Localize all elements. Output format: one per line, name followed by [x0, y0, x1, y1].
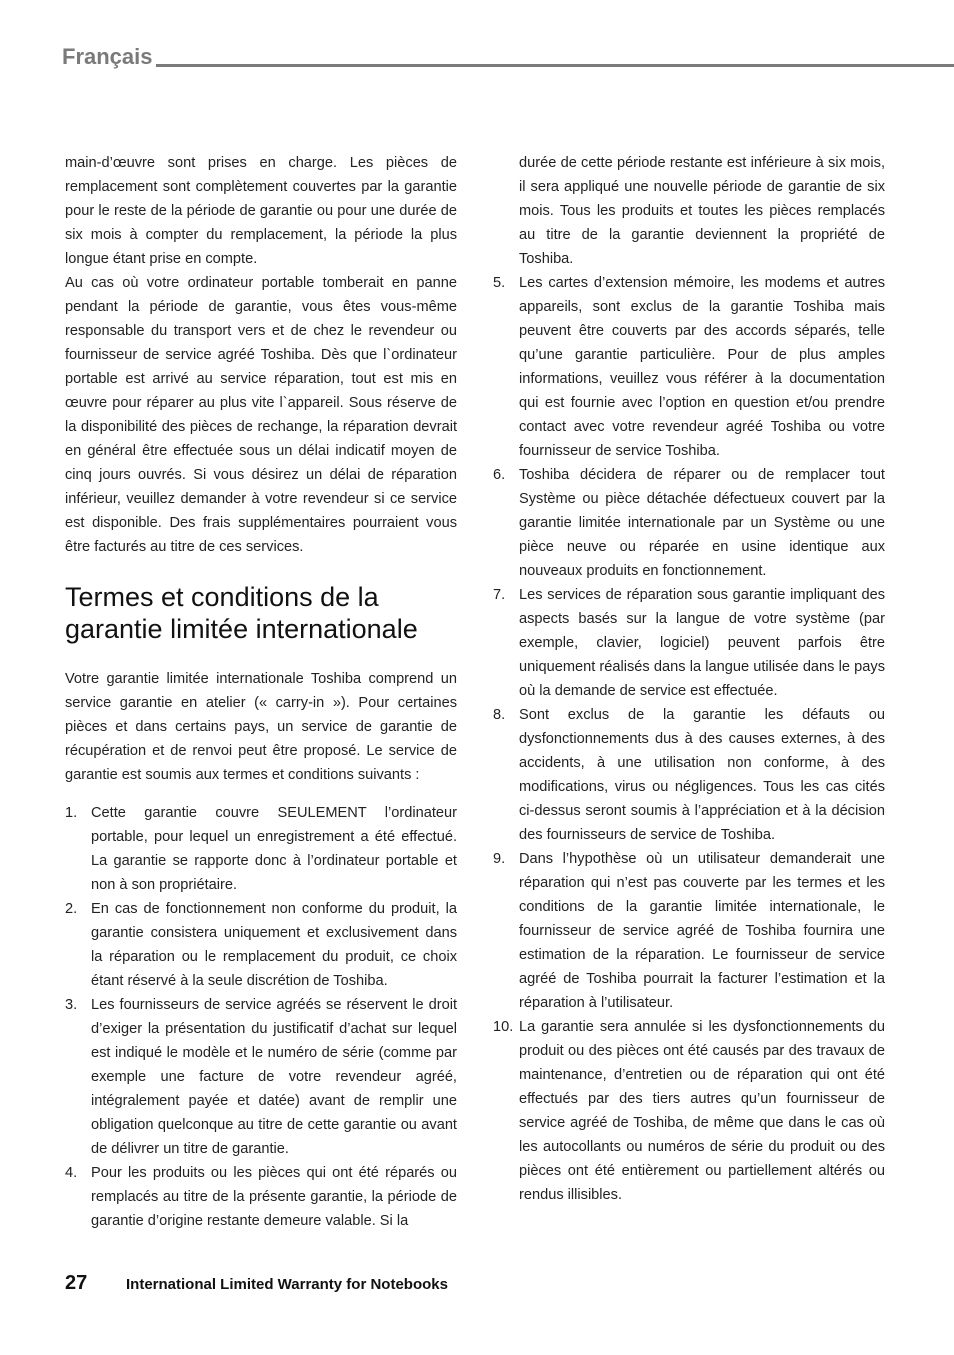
- list-item: [493, 703, 885, 847]
- item-number: 3.: [65, 997, 78, 1013]
- item-number: 5.: [493, 275, 506, 291]
- paragraph: Au cas où votre ordinateur portable tomberait en panne pendant la période de garantie, vous êtes vous-même responsable du transport vers et de chez le revendeur ou fournisseur de service agréé Toshiba. Dès que l`ordinateur portable est arrivé au service réparation, tout est mis en œuvre pour réparer au plus vite l`appareil. Sous réserve de la disponibilité des pièces de rechange, la réparation devrait en général être effectuée sous un délai indicatif moyen de cinq jours ouvrés. Si vous désirez un délai de réparation inférieur, veuillez demander à votre revendeur si ce service est disponible. Des frais supplémentaires pourraient vous être facturés au titre de ces services.: [65, 275, 457, 555]
- page-header: [62, 44, 954, 70]
- header-rule: [156, 64, 954, 67]
- list-item: [493, 583, 885, 703]
- item-text: Les services de réparation sous garantie impliquant des aspects basés sur la langue de votre système (par exemple, clavier, logiciel) peuvent parfois être uniquement réalisés dans la langue utilisée dans le pays où la demande de service est effectuée.: [519, 587, 885, 699]
- list-item: [493, 271, 885, 463]
- item-number: 7.: [493, 587, 506, 603]
- item-text: durée de cette période restante est inférieure à six mois, il sera appliqué une nouvelle période de garantie de six mois. Tous les produits et toutes les pièces remplacés au titre de la garantie deviennent la propriété de Toshiba.: [519, 155, 885, 267]
- item-number: 6.: [493, 467, 506, 483]
- item-number: 4.: [65, 1165, 78, 1181]
- right-column: [493, 151, 885, 1207]
- list-item: [65, 993, 457, 1161]
- list-item: [65, 897, 457, 993]
- item-number: 9.: [493, 851, 506, 867]
- item-text: Les cartes d’extension mémoire, les modems et autres appareils, sont exclus de la garantie Toshiba mais peuvent être couverts par des accords séparés, telle qu’une garantie particulière. Pour de plus amples informations, veuillez vous référer à la documentation qui est fournie avec l’option en question et/ou prendre contact avec votre revendeur agréé Toshiba ou votre fournisseur de service Toshiba.: [519, 275, 885, 459]
- page-number: 27: [65, 1272, 88, 1294]
- page-footer: [65, 1272, 448, 1295]
- item-number: 10.: [493, 1019, 514, 1035]
- intro-paragraph: Votre garantie limitée internationale Toshiba comprend un service garantie en atelier (« carry-in »). Pour certaines pièces et dans certains pays, un service de garantie de récupération et de renvoi peut être proposé. Le service de garantie est soumis aux termes et conditions suivants :: [65, 671, 457, 783]
- list-item: [65, 801, 457, 897]
- list-item: [493, 847, 885, 1015]
- item-text: Cette garantie couvre SEULEMENT l’ordinateur portable, pour lequel un enregistrement a été effectué. La garantie se rapporte donc à l’ordinateur portable et non à son propriétaire.: [91, 805, 457, 893]
- item-number: 1.: [65, 805, 78, 821]
- item-text: Toshiba décidera de réparer ou de remplacer tout Système ou pièce détachée défectueux couvert par la garantie limitée internationale par un Système ou une pièce neuve ou réparée en usine identique aux nouveaux produits en fonctionnement.: [519, 467, 885, 579]
- item-number: 2.: [65, 901, 78, 917]
- item-text: Pour les produits ou les pièces qui ont été réparés ou remplacés au titre de la présente garantie, la période de garantie d’origine restante demeure valable. Si la: [91, 1165, 457, 1229]
- language-label: Français: [62, 44, 153, 69]
- list-item: [493, 1015, 885, 1207]
- item-text: Dans l’hypothèse où un utilisateur demanderait une réparation qui n’est pas couverte par les termes et les conditions de la garantie limitée internationale, le fournisseur de service agréé de Toshiba fournira une estimation de la réparation. Le fournisseur de service agréé de Toshiba pourrait la facturer l’estimation et la réparation à l’utilisateur.: [519, 851, 885, 1011]
- item-text: La garantie sera annulée si les dysfonctionnements du produit ou des pièces ont été causés par des travaux de maintenance, d’entretien ou de réparation qui ont été effectués par des tiers autres qu’un fournisseur de service agréé de Toshiba, de même que dans le cas où les autocollants ou numéros de série du produit ou des pièces ont été entièrement ou partiellement altérés ou rendus illisibles.: [519, 1019, 885, 1203]
- list-item: [493, 463, 885, 583]
- item-text: Les fournisseurs de service agréés se réservent le droit d’exiger la présentation du justificatif d’achat sur lequel est indiqué le modèle et le numéro de série (comme par exemple une facture de votre revendeur agréé, intégralement payée et datée) avant de remplir une obligation quelconque au titre de cette garantie ou avant de délivrer un titre de garantie.: [91, 997, 457, 1157]
- item-text: Sont exclus de la garantie les défauts ou dysfonctionnements dus à des causes externes, à des accidents, à une utilisation non conforme, à des modifications, virus ou négligences. Tous les cas cités ci-dessus seront soumis à l’appréciation et à la décision des fournisseurs de service de Toshiba.: [519, 707, 885, 843]
- list-item: [65, 1161, 457, 1233]
- list-item-continuation: [493, 151, 885, 271]
- section-heading: Termes et conditions de la garantie limitée internationale: [65, 582, 418, 644]
- conditions-list-continued: [493, 151, 885, 1207]
- item-number: 8.: [493, 707, 506, 723]
- item-text: En cas de fonctionnement non conforme du produit, la garantie consistera uniquement et exclusivement dans la réparation ou le remplacement du produit, ce choix étant réservé à la seule discrétion de Toshiba.: [91, 901, 457, 989]
- footer-title: International Limited Warranty for Notebooks: [126, 1276, 448, 1293]
- paragraph: main-d’œuvre sont prises en charge. Les pièces de remplacement sont complètement couvertes par la garantie pour le reste de la période de garantie ou pour une durée de six mois à compter du remplacement, la période la plus longue étant prise en compte.: [65, 155, 457, 267]
- conditions-list: [65, 801, 457, 1233]
- left-column: [65, 151, 457, 1233]
